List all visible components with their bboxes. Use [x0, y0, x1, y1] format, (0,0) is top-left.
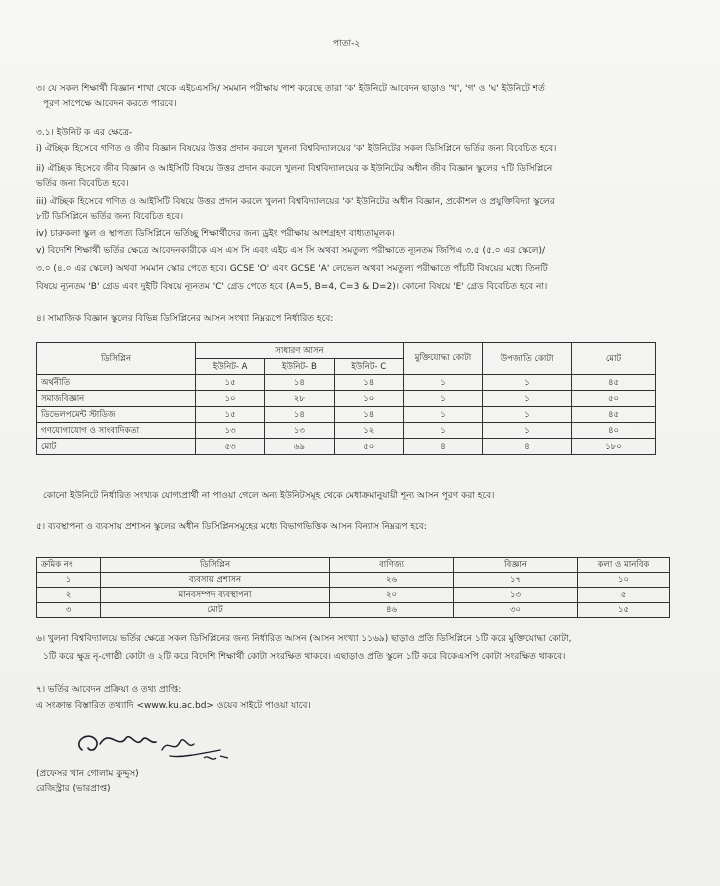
table-header-row — [37, 558, 670, 573]
table-row — [37, 375, 656, 391]
section-4-note: কোনো ইউনিটে নির্ধারিত সংখ্যক যোগ্যপ্রার্থী না পাওয়া গেলে অন্য ইউনিটসমূহ থেকে মেধাক্রমানুযায়ী শূন্য আসন পূরণ করা হবে। — [43, 491, 495, 501]
section-3-1-item-ii-line-2: ভর্তির জন্য বিবেচিত হবে। — [36, 179, 129, 189]
row-tribal: ১ — [483, 391, 572, 407]
table-row — [37, 391, 656, 407]
header-discipline: ডিসিপ্লিন — [37, 343, 196, 375]
section-3-line-1: ৩। যে সকল শিক্ষার্থী বিজ্ঞান শাখা থেকে এইচএসসি/ সমমান পরীক্ষায় পাশ করেছে তারা 'ক' ইউনিটে আবেদন ছাড়াও 'খ', 'গ' ও 'ঘ' ইউনিটে শর্ত — [36, 84, 545, 94]
section-3-1-item-v-line-2: ৩.০ (৪.০ এর স্কেলে) অথবা সমমান স্কোর পেতে হবে। GCSE 'O' এবং GCSE 'A' লেভেল অথবা সমতুল্য পরীক্ষাতে পাঁচটি বিষয়ের মধ্যে তিনটি — [36, 264, 548, 274]
row-tribal: ১ — [483, 407, 572, 423]
row-discipline: মোট — [101, 603, 330, 618]
row-unit-c: ১০ — [334, 391, 403, 407]
row-unit-a: ১৩ — [196, 423, 265, 439]
registrar-signature — [70, 720, 240, 765]
header-total: মোট — [572, 343, 656, 375]
section-3-1-item-v-line-1: v) বিদেশি শিক্ষার্থী ভর্তির ক্ষেত্রে আবেদনকারীকে এস এস সি এবং এইচ এস সি অথবা সমতুল্য পরীক্ষাতে ন্যূনতম জিপিএ ৩.৫ (৫.০ এর স্কেলে)/ — [36, 246, 546, 256]
row-unit-b: ২৮ — [265, 391, 334, 407]
row-unit-b: ১৪ — [265, 375, 334, 391]
section-7-text: এ সংক্রান্ত বিস্তারিত তথ্যাদি <www.ku.ac.bd> ওয়েব সাইটে পাওয়া যাবে। — [36, 701, 311, 711]
row-freedom-fighter: ১ — [404, 423, 483, 439]
table-row — [37, 423, 656, 439]
row-unit-c: ১৪ — [334, 407, 403, 423]
table-row — [37, 407, 656, 423]
table-total-row — [37, 603, 670, 618]
section-3-1-heading: ৩.১। ইউনিট ক এর ক্ষেত্রে- — [36, 128, 133, 138]
row-total: ৫০ — [572, 391, 656, 407]
row-unit-c: ৫০ — [334, 439, 403, 455]
header-freedom-fighter-quota: মুক্তিযোদ্ধা কোটা — [404, 343, 483, 375]
row-arts: ১০ — [578, 573, 670, 588]
row-total: ৪৫ — [572, 407, 656, 423]
section-7-heading: ৭। ভর্তির আবেদন প্রক্রিয়া ও তথ্য প্রাপ্তি: — [36, 685, 182, 695]
row-total: ১৮০ — [572, 439, 656, 455]
row-discipline: ডিভেলপমেন্ট স্টাডিজ — [37, 407, 196, 423]
section-3-1-item-iv: iv) চারুকলা স্কুল ও স্থাপত্য ডিসিপ্লিনে ভর্তিচ্ছু শিক্ষার্থীদের জন্য ড্রইং পরীক্ষায় অংশগ্রহণ বাধ্যতামূলক। — [36, 229, 395, 239]
row-commerce: ২০ — [330, 588, 454, 603]
row-freedom-fighter: ১ — [404, 407, 483, 423]
registrar-title: রেজিস্ট্রার (ভারপ্রাপ্ত) — [36, 784, 111, 794]
header-serial: ক্রমিক নং — [37, 558, 101, 573]
row-tribal: ৪ — [483, 439, 572, 455]
row-serial: ১ — [37, 573, 101, 588]
row-unit-b: ৬৯ — [265, 439, 334, 455]
section-3-1-item-i: i) ঐচ্ছিক হিসেবে গণিত ও জীব বিজ্ঞান বিষয়ের উত্তর প্রদান করলে খুলনা বিশ্ববিদ্যালয়ের 'ক' ইউনিটের সকল ডিসিপ্লিনে ভর্তির জন্য বিবেচিত হবে। — [36, 144, 557, 154]
section-5-heading: ৫। ব্যবস্থাপনা ও ব্যবসায় প্রশাসন স্কুলের অধীন ডিসিপ্লিনসমূহের মধ্যে বিভাগভিত্তিক আসন বিন্যাস নিম্নরূপ হবে: — [36, 522, 427, 532]
section-3-1-item-v-line-3: বিষয়ে ন্যূনতম 'B' গ্রেড এবং দুইটি বিষয়ে ন্যূনতম 'C' গ্রেড পেতে হবে (A=5, B=4, C=3 & D=2)। কোনো বিষয়ে 'E' গ্রেড বিবেচিত হবে না। — [36, 282, 548, 292]
row-discipline: গণযোগাযোগ ও সাংবাদিকতা — [37, 423, 196, 439]
section-6-line-1: ৬। খুলনা বিশ্ববিদ্যালয়ে ভর্তির ক্ষেত্রে সকল ডিসিপ্লিনের জন্য নির্ধারিত আসন (আসন সংখ্যা ১১৬৯) ছাড়াও প্রতি ডিসিপ্লিনে ১টি করে মুক্তিযোদ্ধা কোটা, — [36, 634, 572, 644]
row-freedom-fighter: ৪ — [404, 439, 483, 455]
page-number: পাতা-২ — [333, 39, 361, 49]
row-unit-c: ১৪ — [334, 375, 403, 391]
row-unit-a: ১৫ — [196, 375, 265, 391]
row-tribal: ১ — [483, 423, 572, 439]
row-discipline: ব্যবসায় প্রশাসন — [101, 573, 330, 588]
row-unit-a: ১০ — [196, 391, 265, 407]
row-unit-c: ১২ — [334, 423, 403, 439]
table-row — [37, 588, 670, 603]
row-total: ৪৫ — [572, 375, 656, 391]
row-unit-a: ৫৩ — [196, 439, 265, 455]
section-3-1-item-iii-line-2: ৮টি ডিসিপ্লিনে ভর্তির জন্য বিবেচিত হবে। — [36, 212, 184, 222]
section-3-1-item-ii-line-1: ii) ঐচ্ছিক হিসেবে জীব বিজ্ঞান ও আইসিটি বিষয়ে উত্তর প্রদান করলে খুলনা বিশ্ববিদ্যালয়ের ক ইউনিটের অধীন জীব বিজ্ঞান স্কুলের ৭টি ডিসিপ্লিনে — [36, 164, 553, 174]
row-discipline: অর্থনীতি — [37, 375, 196, 391]
row-serial: ৩ — [37, 603, 101, 618]
header-unit-b: ইউনিট- B — [265, 359, 334, 375]
management-seat-table — [36, 557, 670, 618]
row-unit-a: ১৫ — [196, 407, 265, 423]
row-arts: ১৫ — [578, 603, 670, 618]
row-science: ৩০ — [454, 603, 578, 618]
row-total: ৪০ — [572, 423, 656, 439]
row-arts: ৫ — [578, 588, 670, 603]
social-science-seat-table — [36, 342, 656, 455]
section-3-1-item-iii-line-1: iii) ঐচ্ছিক হিসেবে গণিত ও আইসিটি বিষয়ে উত্তর প্রদান করলে খুলনা বিশ্ববিদ্যালয়ের 'ক' ইউনিটের অধীন বিজ্ঞান, প্রকৌশল ও প্রযুক্তিবিদ্যা স্কুলের — [36, 197, 555, 207]
table-total-row — [37, 439, 656, 455]
row-science: ১৭ — [454, 573, 578, 588]
header-discipline: ডিসিপ্লিন — [101, 558, 330, 573]
row-discipline: মানবসম্পদ ব্যবস্থাপনা — [101, 588, 330, 603]
header-unit-c: ইউনিট- C — [334, 359, 403, 375]
row-discipline: সমাজবিজ্ঞান — [37, 391, 196, 407]
row-unit-b: ১৩ — [265, 423, 334, 439]
table-row — [37, 573, 670, 588]
section-3-line-2: পূরণ সাপেক্ষে আবেদন করতে পারবে। — [43, 99, 177, 109]
row-tribal: ১ — [483, 375, 572, 391]
row-freedom-fighter: ১ — [404, 375, 483, 391]
row-discipline: মোট — [37, 439, 196, 455]
header-arts: কলা ও মানবিক — [578, 558, 670, 573]
header-tribal-quota: উপজাতি কোটা — [483, 343, 572, 375]
table-header-row — [37, 343, 656, 359]
row-freedom-fighter: ১ — [404, 391, 483, 407]
row-commerce: ২৬ — [330, 573, 454, 588]
row-serial: ২ — [37, 588, 101, 603]
section-4-heading: ৪। সামাজিক বিজ্ঞান স্কুলের বিভিন্ন ডিসিপ্লিনের আসন সংখ্যা নিম্নরূপে নির্ধারিত হবে: — [36, 314, 334, 324]
registrar-name: (প্রফেসর খান গোলাম কুদ্দুস) — [36, 769, 139, 779]
header-general-seats: সাধারণ আসন — [196, 343, 404, 359]
row-science: ১৩ — [454, 588, 578, 603]
section-6-line-2: ১টি করে ক্ষুদ্র নৃ-গোষ্ঠী কোটা ও ২টি করে বিদেশি শিক্ষার্থী কোটা সংরক্ষিত থাকবে। এছাড়াও প্রতি স্কুলে ১টি করে বিকেএসপি কোটা সংরক্ষিত থাকবে। — [43, 652, 566, 662]
row-commerce: ৪৬ — [330, 603, 454, 618]
row-unit-b: ১৪ — [265, 407, 334, 423]
header-science: বিজ্ঞান — [454, 558, 578, 573]
header-unit-a: ইউনিট- A — [196, 359, 265, 375]
header-commerce: বাণিজ্য — [330, 558, 454, 573]
